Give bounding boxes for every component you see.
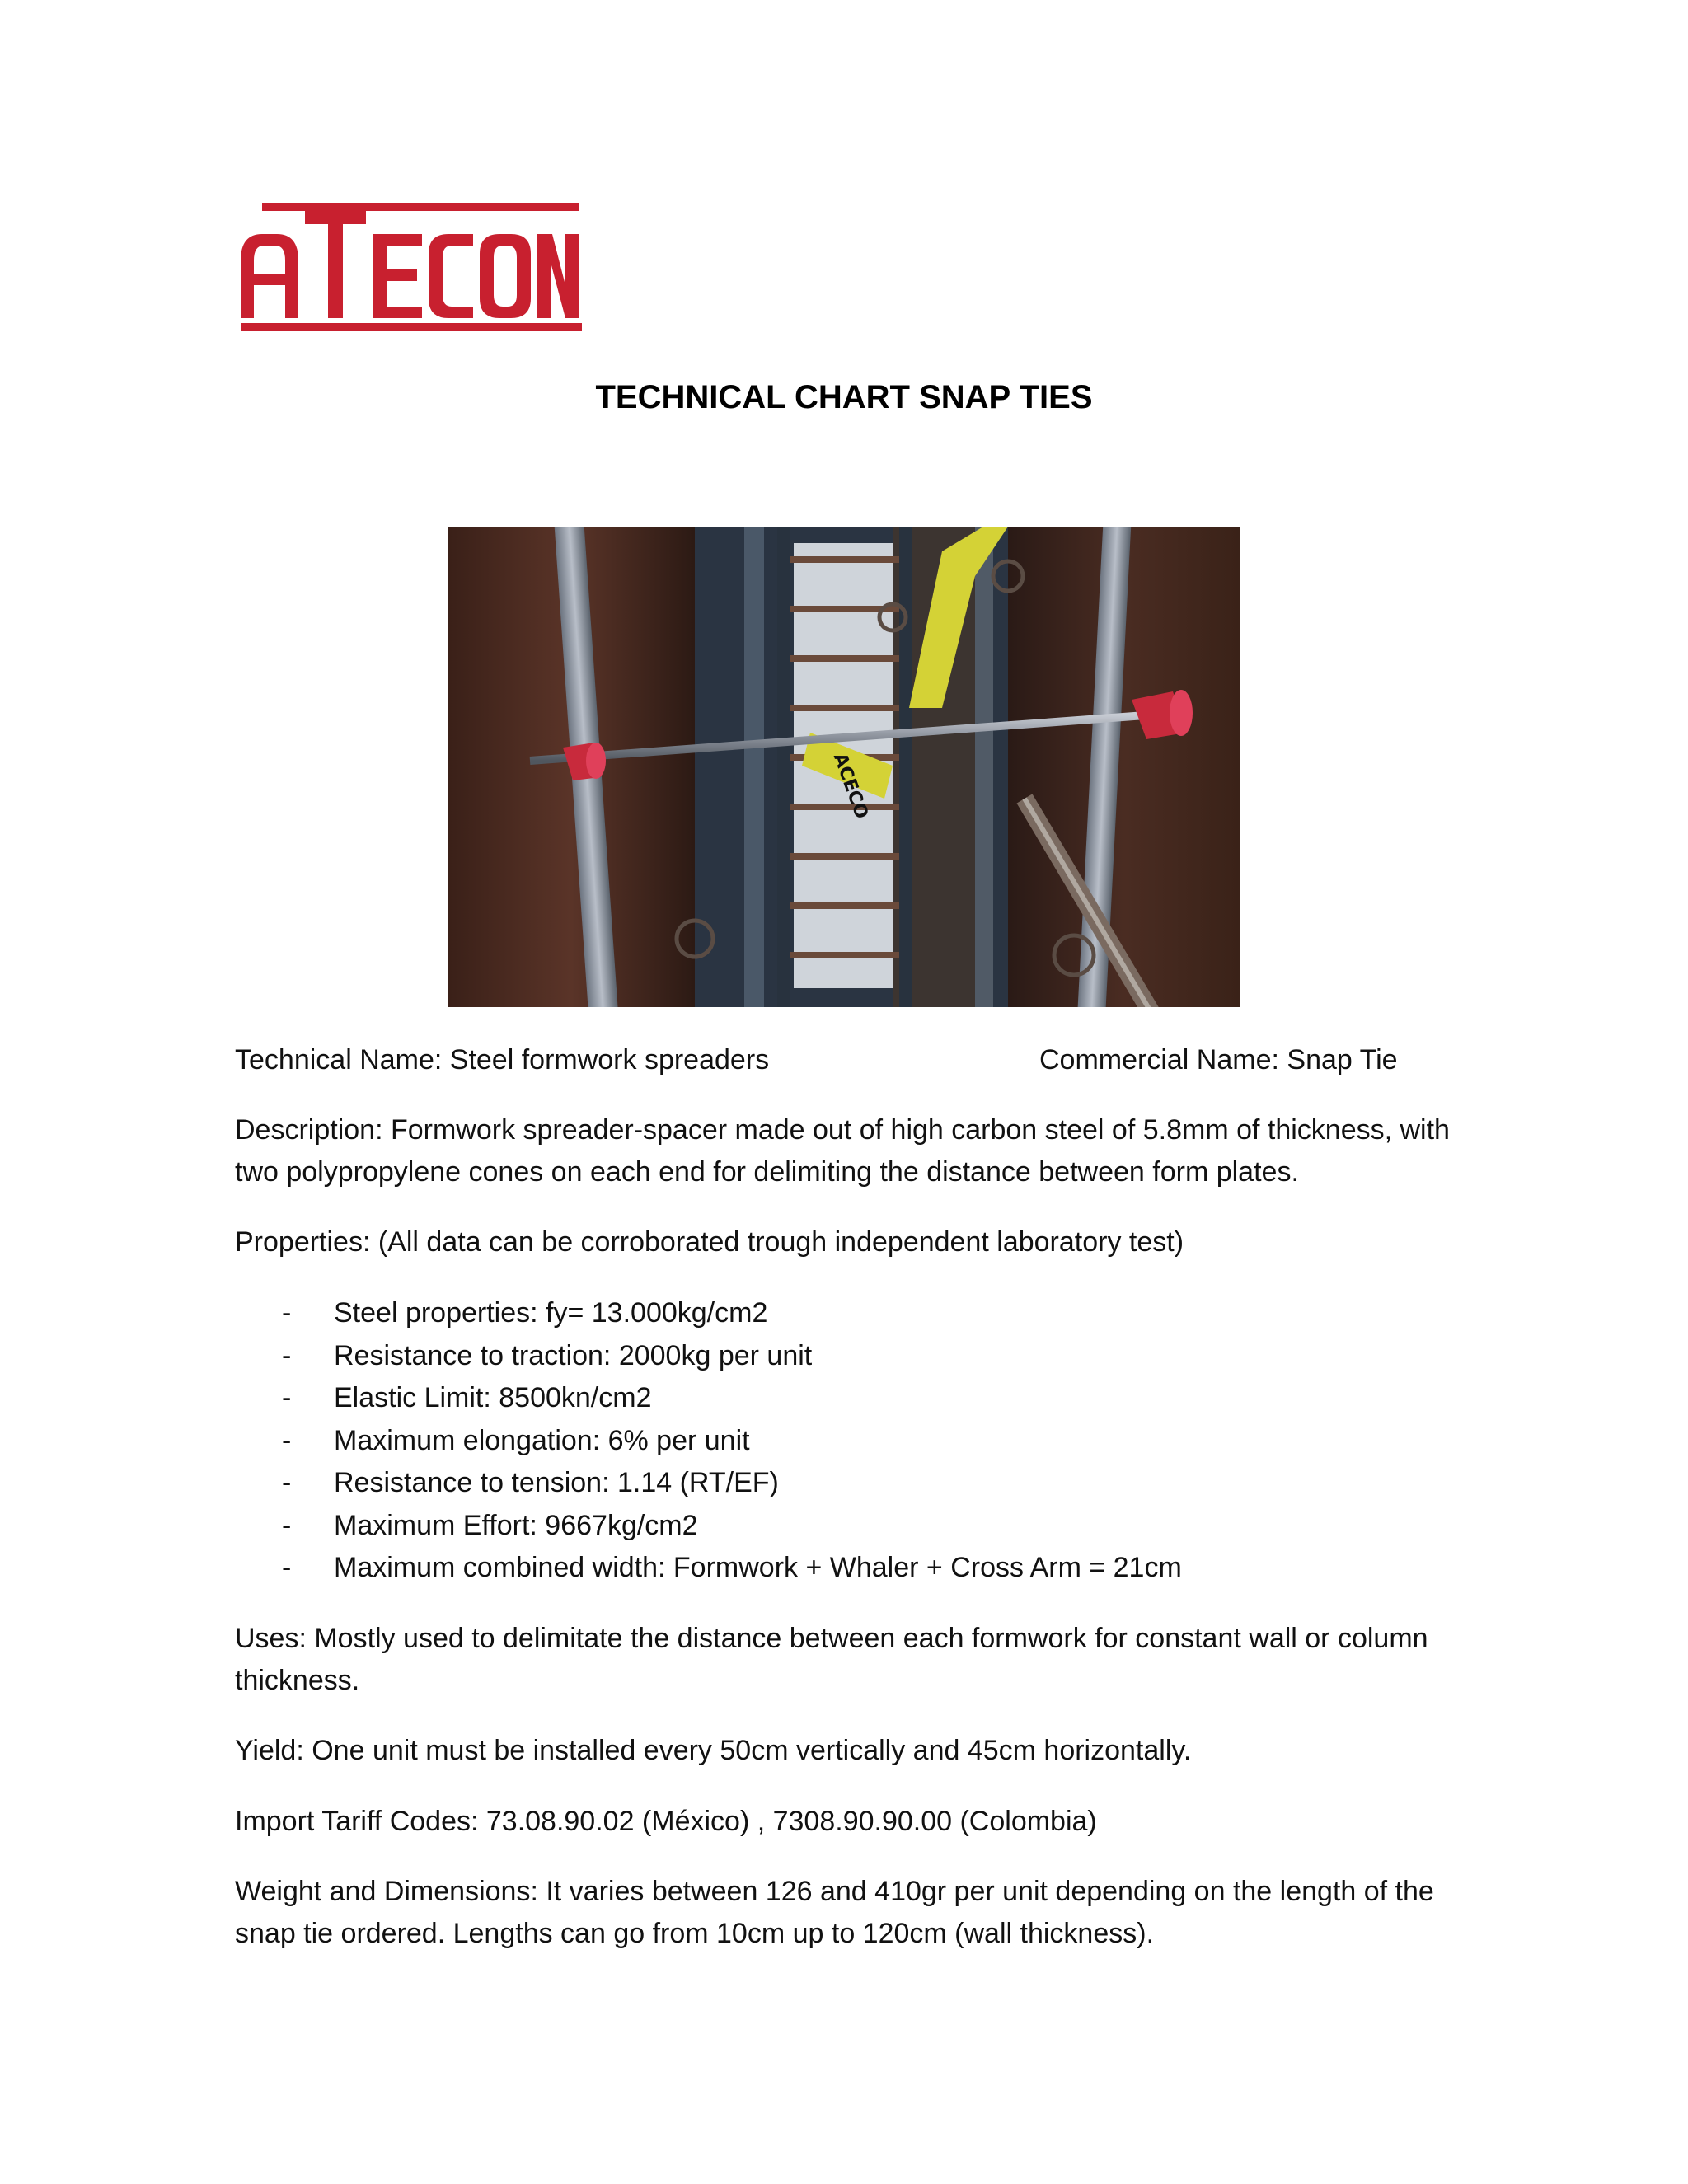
- bullet-dash: -: [282, 1509, 292, 1541]
- weight-paragraph: Weight and Dimensions: It varies between 126 and 410gr per unit depending on the length of the snap tie ordered. Lengths can go from 10cm up to 120cm (wall thickness).: [235, 1876, 1434, 1949]
- atecon-logo: [237, 203, 585, 335]
- list-item: [235, 1462, 1455, 1505]
- property-text: Resistance to traction: 2000kg per unit: [334, 1339, 813, 1371]
- property-text: Resistance to tension: 1.14 (RT/EF): [334, 1467, 779, 1498]
- list-item: [235, 1292, 1455, 1335]
- bullet-dash: -: [282, 1552, 292, 1583]
- bullet-dash: -: [282, 1339, 292, 1371]
- property-text: Maximum combined width: Formwork + Whaler + Cross Arm = 21cm: [334, 1552, 1182, 1583]
- bullet-dash: -: [282, 1382, 292, 1413]
- page-title: TECHNICAL CHART SNAP TIES: [595, 379, 1093, 415]
- uses-paragraph: Uses: Mostly used to delimitate the distance between each formwork for constant wall or column thickness.: [235, 1623, 1428, 1696]
- svg-text:ACECO: ACECO: [828, 750, 872, 823]
- yield-paragraph: Yield: One unit must be installed every 50cm vertically and 45cm horizontally.: [235, 1735, 1192, 1766]
- property-text: Maximum elongation: 6% per unit: [334, 1424, 750, 1456]
- names-row: [235, 1039, 1471, 1081]
- list-item: [235, 1505, 1455, 1548]
- list-item: [235, 1335, 1455, 1378]
- bullet-dash: -: [282, 1297, 292, 1329]
- list-item: [235, 1420, 1455, 1463]
- properties-list: [235, 1292, 1455, 1590]
- snap-tie-photo: [448, 527, 1240, 1007]
- bullet-dash: -: [282, 1467, 292, 1498]
- property-text: Steel properties: fy= 13.000kg/cm2: [334, 1297, 768, 1329]
- list-item: [235, 1547, 1455, 1590]
- property-text: Elastic Limit: 8500kn/cm2: [334, 1382, 652, 1413]
- property-text: Maximum Effort: 9667kg/cm2: [334, 1509, 698, 1541]
- tariff-paragraph: Import Tariff Codes: 73.08.90.02 (México) , 7308.90.90.00 (Colombia): [235, 1806, 1097, 1837]
- description-paragraph: Description: Formwork spreader-spacer made out of high carbon steel of 5.8mm of thickness, with two polypropylene cones on each end for delimiting the distance between form plates.: [235, 1114, 1450, 1188]
- list-item: [235, 1377, 1455, 1420]
- bullet-dash: -: [282, 1424, 292, 1456]
- properties-intro: Properties: (All data can be corroborated trough independent laboratory test): [235, 1226, 1184, 1258]
- commercial-name: Commercial Name: Snap Tie: [1039, 1044, 1398, 1076]
- technical-name: Technical Name: Steel formwork spreaders: [235, 1044, 770, 1076]
